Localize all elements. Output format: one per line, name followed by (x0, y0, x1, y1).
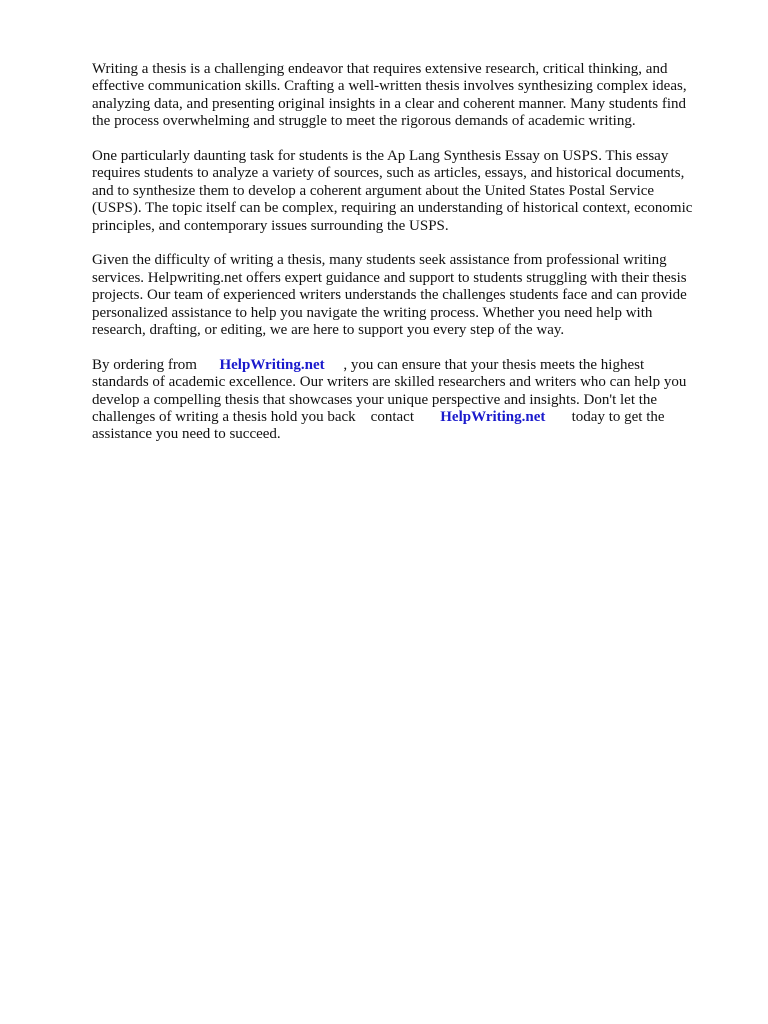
paragraph-intro (92, 61, 732, 131)
text-line: the process overwhelming and struggle to meet the rigorous demands of academic writing. (92, 113, 636, 130)
paragraph-assistance (92, 252, 732, 339)
text-line: principles, and contemporary issues surrounding the USPS. (92, 217, 449, 234)
text-line: personalized assistance to help you navigate the writing process. Whether you need help with (92, 304, 653, 321)
text-line (92, 409, 732, 426)
paragraph-synthesis-essay (92, 148, 732, 235)
text-line: requires students to analyze a variety of sources, such as articles, essays, and historical documents, (92, 165, 685, 182)
paragraph-closing (92, 357, 732, 444)
text-line: analyzing data, and presenting original insights in a clear and coherent manner. Many students find (92, 95, 686, 112)
text-line: projects. Our team of experienced writers understands the challenges students face and can provide (92, 287, 687, 304)
text-line: standards of academic excellence. Our writers are skilled researchers and writers who can help you (92, 374, 687, 391)
text-line: services. Helpwriting.net offers expert guidance and support to students struggling with their thesis (92, 269, 687, 286)
text: challenges of writing a thesis hold you back contact (92, 409, 441, 426)
helpwriting-link[interactable]: HelpWriting.net (440, 409, 546, 426)
document-page (92, 61, 732, 461)
text-line: develop a compelling thesis that showcases your unique perspective and insights. Don't let the (92, 391, 658, 408)
text-line: effective communication skills. Crafting a well-written thesis involves synthesizing complex ideas, (92, 78, 687, 95)
text-line: assistance you need to succeed. (92, 426, 281, 443)
text: today to get the (545, 409, 665, 426)
text-line: and to synthesize them to develop a coherent argument about the United States Postal Service (92, 182, 655, 199)
text: By ordering from (92, 356, 220, 373)
text-line: One particularly daunting task for students is the Ap Lang Synthesis Essay on USPS. This essay (92, 148, 669, 165)
text-line: research, drafting, or editing, we are here to support you every step of the way. (92, 322, 565, 339)
text-line: (USPS). The topic itself can be complex, requiring an understanding of historical context, economic (92, 200, 693, 217)
text: , you can ensure that your thesis meets the highest (324, 356, 645, 373)
text-line (92, 357, 732, 374)
text-line: Writing a thesis is a challenging endeavor that requires extensive research, critical thinking, and (92, 61, 668, 77)
text-line: Given the difficulty of writing a thesis, many students seek assistance from professional writing (92, 252, 667, 269)
helpwriting-link[interactable]: HelpWriting.net (219, 356, 325, 373)
